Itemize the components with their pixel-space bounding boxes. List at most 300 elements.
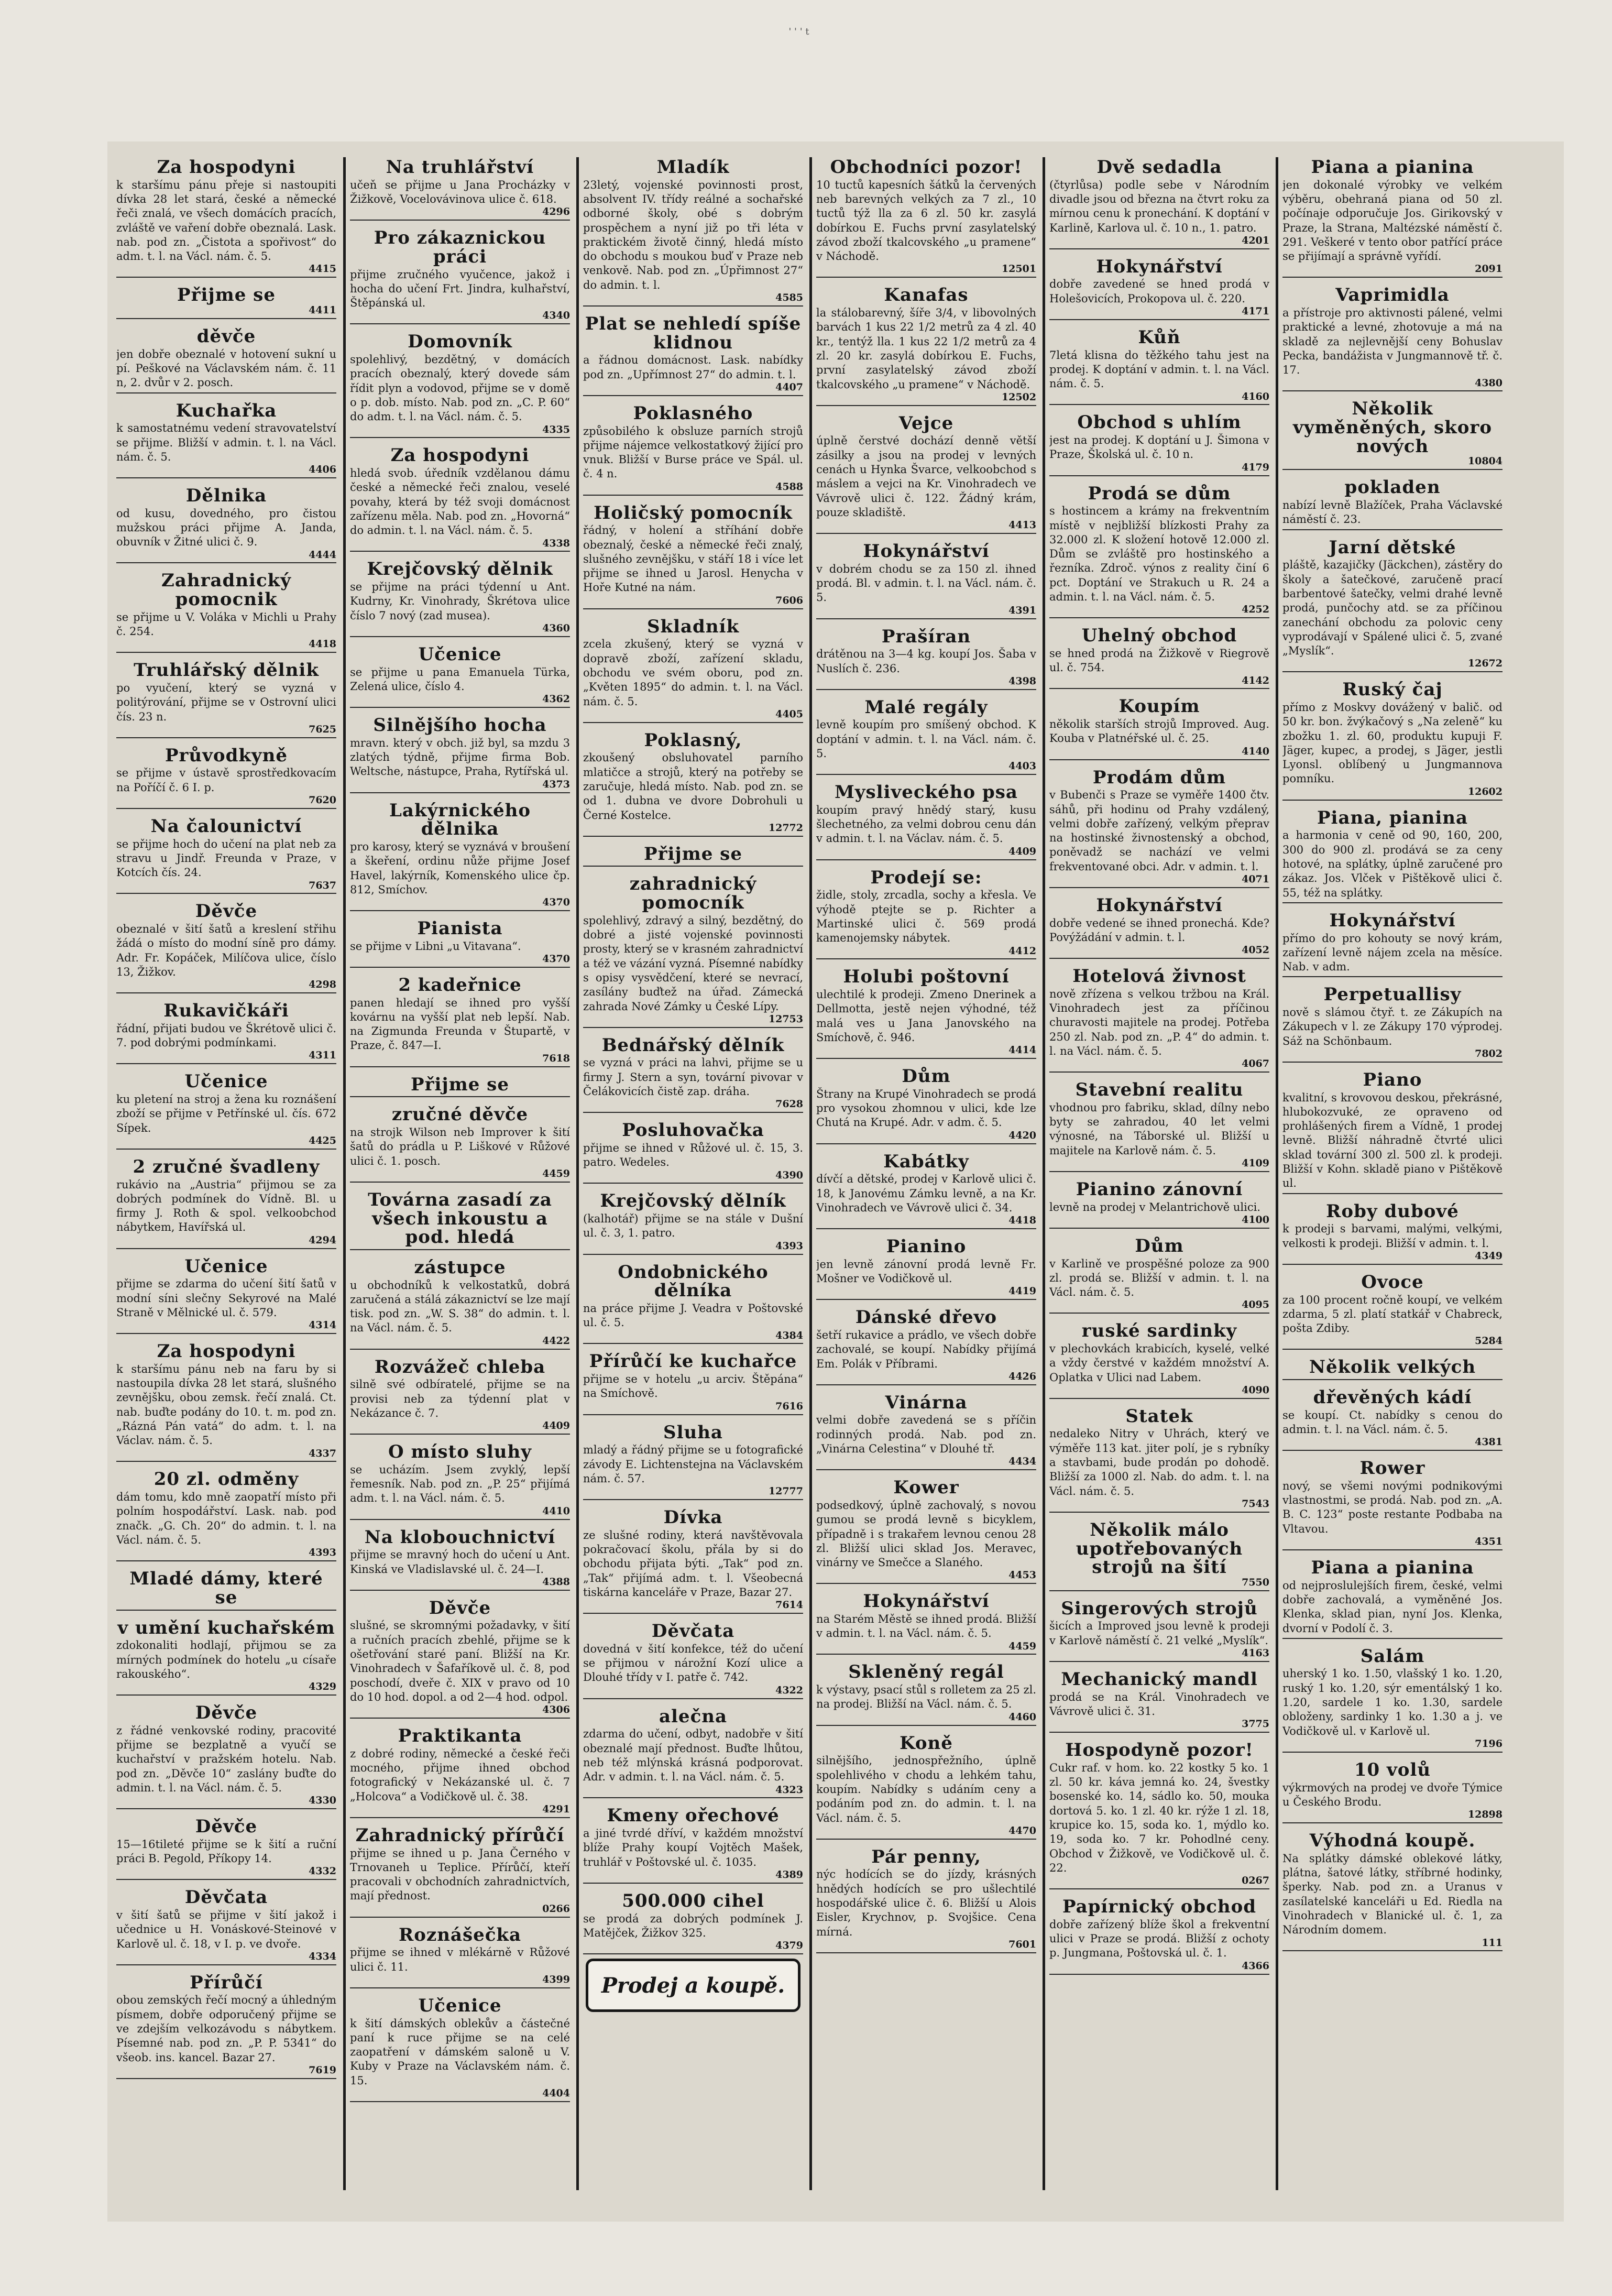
ad-number: 4415 bbox=[309, 263, 336, 275]
ad-heading: Kuchařka bbox=[176, 400, 277, 421]
classified-ad bbox=[583, 1035, 803, 1113]
ad-divider bbox=[1282, 1950, 1503, 1951]
ad-divider bbox=[116, 1149, 336, 1150]
ad-number: 7802 bbox=[1475, 1048, 1503, 1059]
classified-ad bbox=[1282, 399, 1503, 470]
ad-divider bbox=[350, 1249, 570, 1250]
ad-divider bbox=[116, 808, 336, 809]
ad-number: 4453 bbox=[1008, 1569, 1036, 1581]
column-rule bbox=[1276, 157, 1278, 2190]
ad-divider bbox=[1049, 688, 1269, 689]
ad-divider bbox=[583, 1953, 803, 1954]
ad-number: 4412 bbox=[1008, 945, 1036, 957]
ad-divider bbox=[350, 2101, 570, 2102]
classified-ad bbox=[583, 1262, 803, 1344]
classified-ad bbox=[350, 1258, 570, 1350]
ad-number: 12602 bbox=[1467, 785, 1503, 797]
ad-number: 4338 bbox=[542, 537, 570, 549]
ad-heading: Dvě sedadla bbox=[1096, 157, 1222, 178]
ad-divider bbox=[116, 652, 336, 653]
ad-body: dobře zařízený blíže škol a frekventní ulici v Praze se prodá. Bližší z ochoty p. Jungmana, Poštovská ul. č. 1. bbox=[1049, 1918, 1269, 1960]
ad-number: 4460 bbox=[1008, 1711, 1036, 1723]
ad-number: 4095 bbox=[1242, 1299, 1269, 1311]
ad-heading: Holubi poštovní bbox=[843, 966, 1010, 988]
ad-number: 4370 bbox=[542, 896, 570, 909]
ad-body: mravn. který v obch. již byl, sa mzdu 3 zlatých týdně, přijme firma Bob. Weltsche, nástupce, Praha, Rytířská ul. bbox=[350, 736, 570, 778]
ad-heading: v umění kuchařském bbox=[117, 1617, 335, 1638]
ad-number: 4349 bbox=[1475, 1250, 1503, 1262]
classified-ad bbox=[350, 1357, 570, 1435]
ad-heading: Rukavičkáři bbox=[163, 1000, 289, 1022]
ad-divider bbox=[1049, 1590, 1269, 1591]
ad-body: přijme se ihned v Růžové ul. č. 15, 3. patro. Wedeles. bbox=[583, 1141, 803, 1169]
ad-divider bbox=[116, 392, 336, 393]
ad-number: 4332 bbox=[309, 1865, 336, 1877]
ad-divider bbox=[350, 437, 570, 438]
ad-body: pláště, kazajičky (Jäckchen), zástěry do školy a šatečkové, zaručeně prací barbentové šatečky, velmi drahé levně prodá, punčochy atd. se za příčinou zanechání obchodu za polovic ceny vyprodávají v Spálené ulici č. 5, zvané „Myslík“. bbox=[1282, 559, 1503, 658]
ad-body: na Starém Městě se ihned prodá. Bližší v admin. t. l. na Václ. nám. č. 5. bbox=[816, 1612, 1036, 1640]
classified-ad bbox=[1049, 1740, 1269, 1889]
classified-ad bbox=[116, 1072, 336, 1149]
ad-heading: Dělnika bbox=[185, 485, 267, 506]
ad-body: nabízí levně Blažíček, Praha Václavské náměstí č. 23. bbox=[1282, 499, 1503, 526]
classified-ad bbox=[1049, 484, 1269, 619]
ad-divider bbox=[350, 323, 570, 324]
ad-body: šicích a Improved jsou levně k prodeji v Karlově náměstí č. 21 velké „Myslík“. bbox=[1049, 1620, 1269, 1647]
classified-ad bbox=[1282, 1831, 1503, 1951]
ad-heading: Piano bbox=[1363, 1069, 1422, 1090]
ad-heading: Bednářský dělník bbox=[601, 1034, 785, 1056]
ad-body: hledá svob. úředník vzdělanou dámu české a německé řeči znalou, veselé povahy, která by též svoji domácnost zařízenu měla. Nab. pod zn. „Hovorná“ do admin. t. l. na Václ. nám. č. 5. bbox=[350, 467, 570, 537]
classified-ad bbox=[816, 157, 1036, 278]
ad-body: levně na prodej v Melantrichově ulici. bbox=[1049, 1200, 1260, 1213]
classified-ad bbox=[583, 1351, 803, 1415]
ad-number: 4090 bbox=[1242, 1384, 1269, 1396]
classified-ad bbox=[583, 1423, 803, 1500]
ad-body: zdarma do učení, odbyt, nadobře v šití obeznalé mají přednost. Buďte lhůtou, neb též mlýnská krásná podporovat. Adr. v admin. t. l. na Václ. nám. č. 5. bbox=[583, 1728, 803, 1784]
ad-heading: Učenice bbox=[184, 1255, 268, 1277]
ad-number: 4388 bbox=[542, 1576, 570, 1588]
ad-body: přijme se zdarma do učení šití šatů v modní síni slečny Sekyrové na Malé Straně v Mělnické ul. č. 579. bbox=[116, 1277, 336, 1319]
ad-number: 0266 bbox=[542, 1903, 570, 1915]
ad-body: Cukr raf. v hom. ko. 22 kostky 5 ko. 1 zl. 50 kr. káva jemná ko. 24, švestky bosenské ko. 14, sádlo ko. 50, mouka dortová 5. ko. 1 zl. 40 kr. rýže 1 zl. 18, krupice ko. 15, soda ko. 1, mýdlo ko. 19, soda ko. 7 kr. Pohodlné ceny. Obchod v Žižkově, ve Vodičkově ul. č. 22. bbox=[1049, 1761, 1269, 1874]
ad-number: 4379 bbox=[775, 1940, 803, 1952]
ad-heading: Prodá se dům bbox=[1088, 483, 1231, 504]
ad-heading: Zahradnický přírůčí bbox=[355, 1824, 565, 1846]
ad-body: jen dokonalé výrobky ve velkém výběru, obehraná piana od 50 zl. počínaje odporučuje Jos. Girikovský v Praze, la Strana, Maltézské náměstí č. 291. Veškeré v tento obor patřící práce se přijímají a správně vyřídí. bbox=[1282, 178, 1503, 263]
ad-body: podsedkový, úplně zachovalý, s novou gumou se prodá levně s bicyklem, případně i s trakařem levnou cenou 28 zl. Bližší ulici sklad Jos. Meravec, vinárny ve Smečce a Slaného. bbox=[816, 1499, 1036, 1569]
ad-heading: Hokynářství bbox=[1096, 894, 1223, 916]
ad-divider bbox=[816, 1143, 1036, 1144]
ad-heading: Přijme se bbox=[411, 1074, 509, 1095]
ad-body: úplně čerstvé dochází denně větší zásilky a jsou na prodej v levných cenách u Hynka Švarce, velkoobchod s máslem a vejci na Kr. Vinohradech ve Vávrově ulici č. 122. Žádný krám, pouze skladiště. bbox=[816, 434, 1036, 519]
ad-divider bbox=[816, 1952, 1036, 1953]
classified-ad bbox=[116, 660, 336, 738]
classified-ad bbox=[583, 617, 803, 723]
ad-heading: Poklasný, bbox=[644, 729, 742, 751]
classified-ad bbox=[583, 314, 803, 396]
ad-heading: Skladník bbox=[646, 616, 740, 637]
ad-heading: Několik vyměněných, skoro nových bbox=[1292, 398, 1492, 457]
classified-ad bbox=[816, 285, 1036, 406]
ad-heading: Lakýrnického dělnika bbox=[389, 800, 531, 840]
classified-ad bbox=[350, 157, 570, 221]
ad-number: 4337 bbox=[309, 1447, 336, 1459]
ad-body: silně své odbíratelé, přijme se na provisi neb za týdenní plat v Nekázance č. 7. bbox=[350, 1378, 570, 1419]
classified-ad bbox=[583, 1707, 803, 1799]
ad-heading: 20 zl. odměny bbox=[153, 1469, 299, 1490]
classified-ad bbox=[116, 1157, 336, 1249]
ad-body: dovedná v šití konfekce, též do učení se přijmou v nárožní Kozí ulice a Dlouhé třídy v I. patře č. 742. bbox=[583, 1642, 803, 1684]
classified-ad bbox=[1282, 477, 1503, 530]
ad-divider bbox=[350, 1434, 570, 1435]
ad-number: 7601 bbox=[1008, 1938, 1036, 1950]
ad-body: Na splátky dámské oblekové látky, plátna, šatové látky, stříbrné hodinky, šperky. Nab. pod zn. a Uranus v zasílatelské kanceláři u Ed. Riedla na Vinohradech v Blanické ul. č. 1, za Národním domem. bbox=[1282, 1852, 1503, 1937]
ad-heading: Průvodkyně bbox=[165, 745, 288, 766]
classified-ad bbox=[1282, 285, 1503, 391]
classified-ad bbox=[116, 1703, 336, 1809]
ad-divider bbox=[583, 608, 803, 609]
classified-ad bbox=[350, 559, 570, 637]
ad-number: 4407 bbox=[775, 381, 803, 393]
ad-heading: Pianista bbox=[417, 918, 503, 939]
ad-body: nově zřízena s velkou tržbou na Král. Vinohradech jest za příčinou churavosti majitele na prodej. Potřeba 250 zl. Nab. pod zn. „P. 4“ do admin. t. l. na Václ. nám. č. 5. bbox=[1049, 987, 1269, 1057]
ad-number: 4420 bbox=[1008, 1129, 1036, 1141]
classified-ad bbox=[350, 1075, 570, 1098]
ad-number: 7620 bbox=[309, 794, 336, 806]
ad-number: 4334 bbox=[309, 1950, 336, 1962]
ad-divider bbox=[1049, 1888, 1269, 1889]
ad-heading: Mladík bbox=[656, 157, 730, 178]
ad-divider bbox=[1282, 1379, 1503, 1380]
ad-number: 7618 bbox=[542, 1052, 570, 1064]
ad-divider bbox=[1049, 475, 1269, 476]
ad-body: se přijme v ústavě sprostředkovacím na Poříčí č. 6 I. p. bbox=[116, 767, 336, 794]
ad-body: a harmonia v ceně od 90, 160, 200, 300 do 900 zl. prodává se za ceny hotové, na splátky, úplně zaručené pro zákaz. Jos. Vlček v Pištěkově ulici č. 55, též na splátky. bbox=[1282, 829, 1503, 899]
classified-ad bbox=[350, 1825, 570, 1918]
ad-body: židle, stoly, zrcadla, sochy a křesla. Ve výhodě ptejte se p. Richter a Martinské ulici č. 569 prodá kamenojemsky nábytek. bbox=[816, 889, 1036, 945]
ad-heading: Přírůčí ke kuchařce bbox=[589, 1351, 797, 1372]
ad-divider bbox=[583, 1499, 803, 1500]
ad-divider bbox=[350, 1182, 570, 1183]
classified-ad bbox=[1049, 1599, 1269, 1662]
classified-ad bbox=[116, 1618, 336, 1696]
classified-ad bbox=[583, 1806, 803, 1883]
ad-number: 7550 bbox=[1242, 1576, 1269, 1588]
ad-divider bbox=[1282, 277, 1503, 278]
ad-number: 4380 bbox=[1475, 377, 1503, 389]
ad-divider bbox=[1282, 1349, 1503, 1350]
ad-heading: Ondobnického dělníka bbox=[618, 1261, 769, 1302]
ad-divider bbox=[116, 992, 336, 993]
ad-divider bbox=[583, 395, 803, 396]
ad-body: se přijme hoch do učení na plat neb za stravu u Jindř. Freunda v Praze, v Kotcích čís. 24. bbox=[116, 837, 336, 879]
ad-heading: Poklasného bbox=[633, 402, 753, 424]
classified-ad bbox=[1049, 157, 1269, 249]
classified-column-3 bbox=[583, 157, 803, 2190]
ad-body: a přístroje pro aktivnosti pálené, velmi praktické a levné, zhotovuje a má na skladě za nejlevnější ceny Bohuslav Pecka, bandážista v Jungmannově tř. č. 17. bbox=[1282, 307, 1503, 377]
ad-body: 10 tuctů kapesních šátků la červených neb barevných velkých za 7 zl., 10 tuctů týž lla za 6 zl. 50 kr. zasylá dobírkou E. Fuchs první zasylatelský závod zboží tkalcovského „u pramene“ v Náchodě. bbox=[816, 178, 1036, 263]
ad-number: 4390 bbox=[775, 1169, 803, 1181]
ad-divider bbox=[116, 1248, 336, 1249]
classified-ad bbox=[1282, 1458, 1503, 1550]
ad-divider bbox=[350, 1519, 570, 1520]
ad-heading: Na truhlářství bbox=[386, 157, 534, 178]
ad-number: 4391 bbox=[1008, 604, 1036, 616]
classified-ad bbox=[1282, 808, 1503, 903]
ad-divider bbox=[350, 792, 570, 793]
classified-ad bbox=[116, 326, 336, 393]
ad-number: 4362 bbox=[542, 693, 570, 705]
ad-heading: Továrna zasadí za všech inkoustu a pod. hledá bbox=[368, 1189, 552, 1248]
classified-ad bbox=[350, 1598, 570, 1719]
ad-heading: Dívka bbox=[663, 1507, 723, 1528]
ad-number: 12898 bbox=[1467, 1809, 1503, 1821]
ad-divider bbox=[583, 1027, 803, 1028]
classified-ad bbox=[1049, 1406, 1269, 1513]
section-banner-prodej-a-koupe bbox=[586, 1959, 800, 2012]
ad-heading: Piana a pianina bbox=[1311, 1557, 1474, 1578]
ad-body: a řádnou domácnost. Lask. nabídky pod zn. „Upřímnost 27“ do admin. t. l. bbox=[583, 354, 803, 381]
ad-heading: Krejčovský dělnik bbox=[367, 559, 553, 580]
ad-heading: zručné děvče bbox=[391, 1104, 529, 1125]
ad-number: 4381 bbox=[1475, 1436, 1503, 1448]
classified-ad bbox=[116, 486, 336, 563]
ad-number: 12772 bbox=[768, 822, 803, 834]
ad-divider bbox=[1282, 1638, 1503, 1639]
ad-divider bbox=[816, 1725, 1036, 1726]
classified-ad bbox=[116, 1469, 336, 1561]
classified-ad bbox=[350, 228, 570, 324]
ad-body: spolehlivý, zdravý a silný, bezdětný, do dobré a jisté vojenské povinnosti prosty, který se v krasném zahradnictví a též ve vázání vyzná. Písemné nabídky s opisy vysvědčení, které se nevrací, zasílány buďtež na úřad. Zámecká zahrada Nové Zámky u České Lípy. bbox=[583, 914, 803, 1013]
ad-divider bbox=[816, 1228, 1036, 1229]
ad-divider bbox=[816, 1384, 1036, 1385]
ad-body: přijme se ihned u p. Jana Černého v Trnovaneh u Teplice. Přírůčí, kteří pracovali v obchodních zahradnictvích, mají přednost. bbox=[350, 1846, 570, 1903]
ad-body: velmi dobře zavedená se s příčin rodinných prodá. Nab. pod zn. „Vinárna Celestina“ v Dlouhé tř. bbox=[816, 1414, 1036, 1456]
classified-ad bbox=[116, 1569, 336, 1610]
classified-ad bbox=[816, 1478, 1036, 1584]
classified-ad bbox=[1049, 412, 1269, 476]
ad-number: 4459 bbox=[542, 1167, 570, 1179]
ad-body: k samostatnému vedení stravovatelství se přijme. Bližší v admin. t. l. na Václ. nám. č. 5. bbox=[116, 422, 336, 463]
ad-heading: Statek bbox=[1125, 1405, 1193, 1427]
ad-heading: Jarní dětské bbox=[1329, 537, 1456, 558]
classified-ad bbox=[350, 715, 570, 793]
ad-divider bbox=[1049, 958, 1269, 959]
ad-divider bbox=[116, 1964, 336, 1965]
classified-ad bbox=[116, 1256, 336, 1334]
ad-body: v šití šatů se přijme v šití jakož i učednice u H. Vonáskové-Steinové v Karlově ul. č. 18, v I. p. ve dvoře. bbox=[116, 1908, 336, 1950]
classified-ad bbox=[116, 1817, 336, 1880]
ad-heading: Roby dubové bbox=[1326, 1200, 1459, 1222]
ad-number: 12502 bbox=[1001, 391, 1036, 403]
ad-body: ku pletení na stroj a žena ku roznášení zboží se přijme v Petřínské ul. čís. 672 Sípek. bbox=[116, 1093, 336, 1134]
classified-ad bbox=[1282, 1558, 1503, 1639]
ad-body: v Karlině ve prospěšné poloze za 900 zl. prodá se. Bližší v admin. t. l. na Václ. nám. č. 5. bbox=[1049, 1257, 1269, 1299]
ad-divider bbox=[350, 707, 570, 708]
ad-number: 7625 bbox=[309, 723, 336, 735]
ad-body: přímo do pro kohouty se nový krám, zařízení levně nájem zcela na měsíce. Nab. v adm. bbox=[1282, 932, 1503, 974]
ad-heading: Roznášečka bbox=[398, 1924, 522, 1945]
ad-number: 7616 bbox=[775, 1400, 803, 1412]
ad-divider bbox=[1049, 1072, 1269, 1073]
ad-divider bbox=[816, 1058, 1036, 1059]
ad-body: se přijme u pana Emanuela Türka, Zelená ulice, číslo 4. bbox=[350, 665, 570, 693]
ad-body: nýc hodících se do jízdy, krásných hnědých hodících se pro ušlechtilé hospodářské ulice č. 6. Bližší u Alois Eisler, Krychnov, p. Svojšice. Cena mírná. bbox=[816, 1868, 1036, 1938]
ad-divider bbox=[1049, 1732, 1269, 1733]
classified-ad bbox=[816, 1591, 1036, 1655]
ad-number: 12777 bbox=[768, 1485, 803, 1497]
ad-heading: Singerových strojů bbox=[1061, 1598, 1258, 1619]
classified-ad bbox=[816, 1847, 1036, 1953]
classified-ad bbox=[350, 332, 570, 438]
ad-body: několik starších strojů Improved. Aug. Kouba v Platnéřské ul. č. 25. bbox=[1049, 718, 1269, 745]
classified-ad bbox=[816, 541, 1036, 619]
ad-number: 4418 bbox=[1008, 1215, 1036, 1227]
ad-number: 4399 bbox=[542, 1973, 570, 1985]
ad-heading: Přijme se bbox=[177, 285, 276, 306]
ad-heading: Ruský čaj bbox=[1342, 679, 1443, 701]
ad-divider bbox=[816, 1654, 1036, 1655]
classified-ad bbox=[816, 1733, 1036, 1840]
classified-ad bbox=[583, 730, 803, 837]
classified-ad bbox=[1282, 1646, 1503, 1753]
classified-ad bbox=[816, 1393, 1036, 1470]
ad-body: výkrmových na prodej ve dvoře Týmice u Českého Brodu. bbox=[1282, 1781, 1503, 1808]
ad-number: 4370 bbox=[542, 953, 570, 965]
ad-body: 15—16tileté přijme se k šití a ruční práci B. Pegold, Příkopy 14. bbox=[116, 1838, 336, 1865]
classified-ad bbox=[116, 1973, 336, 2079]
ad-heading: Silnějšího hocha bbox=[373, 715, 547, 736]
ad-number: 4459 bbox=[1008, 1640, 1036, 1652]
classified-ad bbox=[816, 967, 1036, 1059]
ad-body: s hostincem a krámy na frekventním místě v nejbližší blízkosti Prahy za 32.000 zl. K složení hotově 12.000 zl. Dům se zvláště pro hostinského a řezníka. Zdroč. výnos z reality činí 6 pct. Doptání ve Strakuch u R. 24 a admin. t. l. na Václ. nám. č. 5. bbox=[1049, 505, 1269, 604]
classified-ad bbox=[116, 816, 336, 894]
ad-number: 4052 bbox=[1242, 944, 1269, 956]
ad-divider bbox=[1282, 1752, 1503, 1753]
ad-divider bbox=[1049, 617, 1269, 618]
ad-divider bbox=[116, 1879, 336, 1880]
ad-body: v dobrém chodu se za 150 zl. ihned prodá. Bl. v admin. t. l. na Václ. nám. č. 5. bbox=[816, 562, 1036, 604]
ad-body: dobře zavedené se hned prodá v Holešovicích, Prokopova ul. č. 220. bbox=[1049, 278, 1269, 305]
ad-heading: Domovník bbox=[408, 331, 512, 353]
classified-ad bbox=[350, 975, 570, 1067]
ad-body: ulechtilé k prodeji. Zmeno Dnerinek a Dellmotta, jestě nejen výhodné, též malá ves u Jana Janovského na Smíchově, č. 946. bbox=[816, 988, 1036, 1044]
ad-body: od kusu, dovedného, pro čistou mužskou práci přijme A. Janda, obuvník v Žitné ulici č. 9. bbox=[116, 507, 336, 549]
ad-divider bbox=[116, 477, 336, 478]
ad-heading: Salám bbox=[1360, 1645, 1425, 1667]
ad-number: 4340 bbox=[542, 310, 570, 322]
classified-ad bbox=[1282, 1272, 1503, 1350]
classified-ad bbox=[1049, 966, 1269, 1073]
ad-body: k staršímu pánu neb na faru by si nastoupila dívka 28 let stará, slušného zevnějšku, obou zemsk. řečí znalá. Ct. nab. buďte podány do 10. t. m. pod zn. „Rázná Pán vatá“ do adm. t. l. na Václav. nám. č. 5. bbox=[116, 1362, 336, 1447]
ad-body: kvalitní, s krovovou deskou, překrásné, hlubokozvuké, ze opraveno od prohlášených firem a Vídně, 1 prodej levně. Bližší náhradně čtvrté ulici sklad tovární 300 zl. 500 zl. k prodeji. Bližší v Kohn. skladě piano v Pištěkově ul. bbox=[1282, 1091, 1503, 1190]
ad-heading: 2 kadeřnice bbox=[398, 974, 522, 996]
ad-divider bbox=[116, 1560, 336, 1561]
ad-divider bbox=[816, 1583, 1036, 1584]
ad-number: 7606 bbox=[775, 594, 803, 606]
ad-divider bbox=[1282, 529, 1503, 530]
classified-column-2 bbox=[350, 157, 570, 2190]
ad-body: zkoušený obsluhovatel parního mlatičce a strojů, který na potřeby se zaručuje, hledá místo. Nab. pod zn. se od 1. dubna ve dvore Dobrohuli u Černé Kostelce. bbox=[583, 751, 803, 822]
ad-number: 4311 bbox=[309, 1049, 336, 1062]
ad-number: 4171 bbox=[1242, 305, 1269, 318]
classified-ad bbox=[1049, 895, 1269, 959]
ad-body: přímo z Moskvy dovážený v balič. od 50 kr. bon. žvýkačový s „Na zeleně“ ku zbožku 1. zl. 60, produktu kupuji F. Jäger, kupec, a prodej, s Jäger, jestli Lyonsl. oblíbený u Jungmannova pomníku. bbox=[1282, 701, 1503, 785]
section-banner-text: Prodej a koupě. bbox=[601, 1973, 785, 1998]
ad-divider bbox=[1282, 390, 1503, 391]
ad-number: 4163 bbox=[1242, 1647, 1269, 1659]
ad-divider bbox=[816, 533, 1036, 534]
ad-heading: Kmeny ořechové bbox=[607, 1805, 780, 1827]
ad-body: jest na prodej. K doptání u J. Šimona v Praze, Školská ul. č. 10 n. bbox=[1049, 434, 1269, 461]
ad-divider bbox=[116, 318, 336, 319]
ad-number: 4444 bbox=[309, 549, 336, 561]
ad-heading: Hokynářství bbox=[863, 541, 990, 562]
ad-body: obou zemských řečí mocný a úhledným písmem, dobře odporučený přijme se ve zdejším velkozávodu s nábytkem. Písemné nab. pod zn. „P. P. 5341“ do všeob. ins. kancel. Bazar 27. bbox=[116, 1994, 336, 2064]
ad-heading: Dům bbox=[1135, 1235, 1184, 1256]
ad-body: od nejproslulejších firem, české, velmi dobře zachovalá, a vyměněné Jos. Klenka, sklad pian, nyní Jos. Klenka, dvorní v Podolí č. 3. bbox=[1282, 1579, 1503, 1635]
classified-ad bbox=[116, 901, 336, 993]
classified-ad bbox=[350, 801, 570, 911]
ad-divider bbox=[816, 859, 1036, 860]
ad-body: 7letá klisna do těžkého tahu jest na prodej. K doptání v admin. t. l. na Václ. nám. č. 5. bbox=[1049, 348, 1269, 390]
ad-heading: Pro zákaznickou práci bbox=[374, 227, 546, 267]
ad-heading: Obchodníci pozor! bbox=[830, 157, 1023, 178]
classified-ad bbox=[350, 445, 570, 552]
ad-body: se prodá za dobrých podmínek J. Matějček, Žižkov 325. bbox=[583, 1912, 803, 1939]
ad-divider bbox=[1282, 469, 1503, 470]
column-rule bbox=[1043, 157, 1045, 2190]
ad-number: 4409 bbox=[1008, 845, 1036, 857]
ad-number: 4413 bbox=[1008, 519, 1036, 531]
ad-heading: Plat se nehledí spíše klidnou bbox=[585, 313, 802, 353]
ad-number: 4434 bbox=[1008, 1456, 1036, 1468]
ad-divider bbox=[1049, 1512, 1269, 1513]
ad-number: 4426 bbox=[1008, 1370, 1036, 1382]
classified-ad bbox=[116, 285, 336, 319]
classified-ad bbox=[1049, 1179, 1269, 1229]
ad-divider bbox=[583, 1698, 803, 1699]
classified-ad bbox=[350, 1726, 570, 1818]
ad-body: vhodnou pro fabriku, sklad, dílny nebo byty se zahradou, 40 let velmi výnosné, na Táborské ul. Bližší u majitele na Karlově nám. č. 5. bbox=[1049, 1101, 1269, 1157]
ad-heading: Rozvážeč chleba bbox=[374, 1356, 546, 1377]
ad-number: 4142 bbox=[1242, 674, 1269, 686]
ad-number: 4335 bbox=[542, 423, 570, 435]
classified-ad bbox=[583, 503, 803, 609]
ad-divider bbox=[350, 636, 570, 637]
classified-ad bbox=[816, 1237, 1036, 1300]
ad-divider bbox=[816, 618, 1036, 619]
ad-heading: Obchod s uhlím bbox=[1077, 412, 1242, 433]
ad-body: koupím pravý hnědý starý, kusu šlechetného, za velmi dobrou cenu dán v admin. t. l. na Václav. nám. č. 5. bbox=[816, 803, 1036, 845]
ad-heading: Děvče bbox=[429, 1597, 491, 1619]
ad-divider bbox=[1049, 1171, 1269, 1172]
classified-ad bbox=[1049, 1897, 1269, 1974]
ad-body: Štrany na Krupé Vinohradech se prodá pro vysokou zhomnou v ulici, kde lze Chutá na Krupé. Adr. v adm. č. 5. bbox=[816, 1087, 1036, 1129]
ad-heading: Vejce bbox=[898, 412, 954, 434]
ad-number: 7196 bbox=[1475, 1737, 1503, 1750]
ad-heading: Skleněný regál bbox=[848, 1661, 1004, 1683]
ad-divider bbox=[1049, 248, 1269, 249]
ad-body: a jiné tvrdé dříví, v každém množství blíže Prahy koupí Vojtěch Mašek, truhlář v Poštovské ul. č. 1035. bbox=[583, 1827, 803, 1868]
ad-heading: Přijme se bbox=[644, 843, 742, 865]
ad-number: 4393 bbox=[775, 1240, 803, 1252]
ad-heading: Zahradnický pomocnik bbox=[161, 570, 291, 610]
ad-number: 12753 bbox=[768, 1013, 803, 1025]
ad-heading: Prodám dům bbox=[1092, 767, 1226, 788]
ad-divider bbox=[1282, 1822, 1503, 1823]
